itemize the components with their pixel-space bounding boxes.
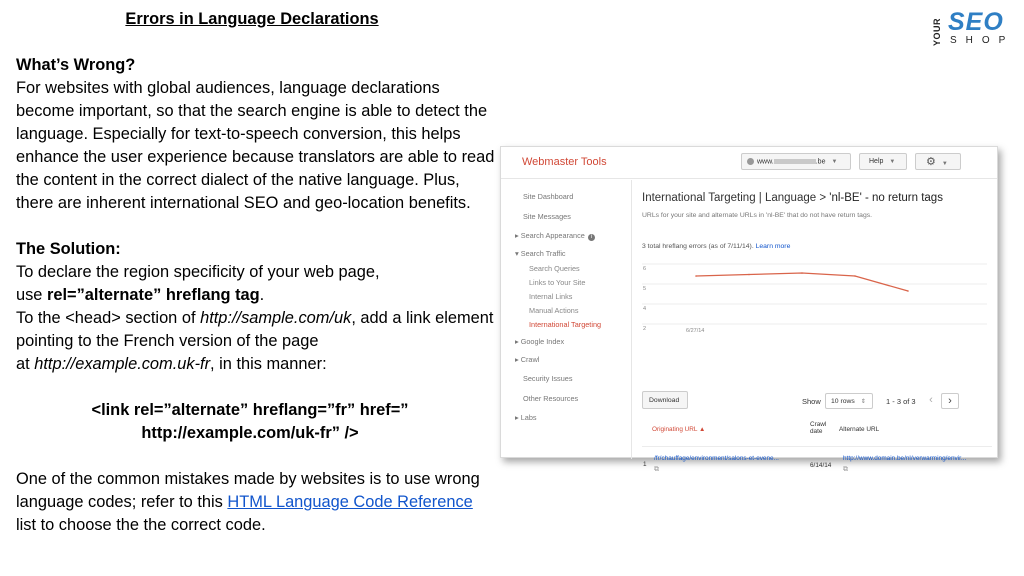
solution-heading: The Solution: xyxy=(16,240,121,258)
slide-text xyxy=(16,8,496,537)
webmaster-tools-screenshot xyxy=(500,146,998,473)
chevron-right-icon: ▸ xyxy=(515,337,521,346)
sidebar-item-other-resources[interactable]: Other Resources xyxy=(523,394,579,403)
chevron-down-icon: ▼ xyxy=(941,161,948,167)
learn-more-link[interactable]: Learn more xyxy=(755,243,791,250)
your-seo-shop-logo xyxy=(932,8,1015,48)
solution-line-1: To declare the region specificity of your web page, xyxy=(16,263,380,281)
sort-up-icon: ▲ xyxy=(699,426,706,433)
rows-per-page-select[interactable]: 10 rows ⇕ xyxy=(825,393,873,409)
sidebar-item-internal-links[interactable]: Internal Links xyxy=(529,292,573,301)
hreflang-errors-chart xyxy=(632,252,999,362)
sidebar-item-search-appearance[interactable]: ▸ Search Appearance i xyxy=(515,231,595,241)
row-number: 1 xyxy=(643,461,647,468)
redacted-domain xyxy=(774,159,816,164)
code-line-2: http://example.com/uk-fr” /> xyxy=(141,424,359,442)
external-link-icon[interactable]: ⧉ xyxy=(843,466,848,473)
table-header-divider xyxy=(642,446,992,447)
sidebar-item-international-targeting[interactable]: International Targeting xyxy=(529,320,602,329)
originating-url-link[interactable]: /fr/chauffage/environment/salons-et-evene... xyxy=(654,455,779,462)
column-header-crawl-date[interactable]: Crawl date xyxy=(810,421,827,435)
show-label: Show xyxy=(802,397,821,406)
sidebar-item-site-messages[interactable]: Site Messages xyxy=(523,212,571,221)
example-url: http://example.com.uk-fr xyxy=(34,355,211,373)
chevron-right-icon: ▸ xyxy=(515,231,521,240)
chevron-down-icon: ▼ xyxy=(889,159,896,165)
download-button[interactable]: Download xyxy=(642,391,688,409)
page-heading: International Targeting | Language > 'nl-BE' - no return tags xyxy=(642,192,943,204)
chevron-updown-icon: ⇕ xyxy=(860,399,866,405)
series-line xyxy=(696,273,908,291)
hreflang-tag-term: rel=”alternate” hreflang tag xyxy=(46,286,260,304)
sidebar-item-site-dashboard[interactable]: Site Dashboard xyxy=(523,192,574,201)
sidebar-item-search-queries[interactable]: Search Queries xyxy=(529,264,580,273)
series-point xyxy=(854,275,856,277)
y-tick-label: 2 xyxy=(643,326,647,332)
solution-line-2: use rel=”alternate” hreflang tag. xyxy=(16,286,265,304)
main-panel xyxy=(632,180,999,473)
mistakes-paragraph: One of the common mistakes made by websites is to use wrong language codes; refer to this HTML Language Code Reference list to choose the the correct code. xyxy=(16,470,480,534)
sidebar-item-links-to-your-site[interactable]: Links to Your Site xyxy=(529,278,586,287)
gear-icon: ⚙ xyxy=(926,156,936,168)
sidebar-item-security-issues[interactable]: Security Issues xyxy=(523,374,573,383)
chevron-right-icon: ▸ xyxy=(515,413,521,422)
slide-title: Errors in Language Declarations xyxy=(125,10,379,28)
info-icon: i xyxy=(588,234,595,241)
sample-url: http://sample.com/uk xyxy=(200,309,352,327)
webmaster-header xyxy=(501,147,997,179)
next-page-button[interactable]: › xyxy=(941,393,959,409)
chevron-right-icon: ▸ xyxy=(515,355,521,364)
alternate-url-link[interactable]: http://www.domain.be/nl/verwarming/envir... xyxy=(843,455,967,462)
x-tick-label: 6/27/14 xyxy=(686,328,705,334)
code-line-1: <link rel=”alternate” hreflang=”fr” href=” xyxy=(91,401,409,419)
crawl-date-cell: 6/14/14 xyxy=(810,462,832,469)
account-selector[interactable]: www. .be ▼ xyxy=(741,153,851,170)
page-subtext: URLs for your site and alternate URLs in 'nl-BE' that do not have return tags. xyxy=(642,212,873,219)
sidebar-item-labs[interactable]: ▸ Labs xyxy=(515,413,537,422)
sidebar-item-crawl[interactable]: ▸ Crawl xyxy=(515,355,540,364)
whats-wrong-body: For websites with global audiences, language declarations become important, so that the search engine is able to detect the language. Especially for text-to-speech conversion, this helps enhance the user experience because translators are able to read the content in the correct dialect of the native language. Plus, there are inherent international SEO and geo-location benefits. xyxy=(16,79,495,212)
external-link-icon[interactable]: ⧉ xyxy=(654,466,659,473)
solution-line-3: To the <head> section of http://sample.com/uk, add a link element pointing to the French version of the page xyxy=(16,309,494,350)
series-point xyxy=(801,272,803,274)
logo-your-text: YOUR xyxy=(932,17,942,46)
webmaster-app-title: Webmaster Tools xyxy=(522,156,607,168)
column-header-alternate-url[interactable]: Alternate URL xyxy=(839,426,880,433)
sidebar-item-manual-actions[interactable]: Manual Actions xyxy=(529,306,579,315)
series-point xyxy=(748,274,750,276)
help-button[interactable]: Help ▼ xyxy=(859,153,907,170)
error-count: 3 total hreflang errors (as of 7/11/14). Learn more xyxy=(642,243,791,250)
logo-shop-text: SHOP xyxy=(950,35,1015,46)
chevron-down-icon: ▾ xyxy=(515,249,521,258)
whats-wrong-heading: What’s Wrong? xyxy=(16,56,136,74)
html-language-code-reference-link[interactable]: HTML Language Code Reference xyxy=(227,493,473,511)
column-header-originating-url[interactable]: Originating URL ▲ xyxy=(652,426,706,433)
sidebar xyxy=(501,180,631,459)
favicon-icon xyxy=(747,158,754,165)
pagination-info: 1 - 3 of 3 xyxy=(886,397,916,406)
settings-button[interactable] xyxy=(915,153,961,170)
logo-seo-text: SEO xyxy=(948,8,1004,36)
solution-line-4: at http://example.com.uk-fr, in this manner: xyxy=(16,355,327,373)
chevron-down-icon: ▼ xyxy=(831,159,838,166)
series-point xyxy=(695,275,697,277)
y-tick-label: 4 xyxy=(643,306,647,312)
y-tick-label: 5 xyxy=(643,286,647,292)
y-tick-label: 6 xyxy=(643,266,647,272)
prev-page-button[interactable]: ‹ xyxy=(929,394,933,406)
sidebar-item-google-index[interactable]: ▸ Google Index xyxy=(515,337,565,346)
sidebar-item-search-traffic[interactable]: ▾ Search Traffic xyxy=(515,249,566,258)
series-point xyxy=(907,290,909,292)
